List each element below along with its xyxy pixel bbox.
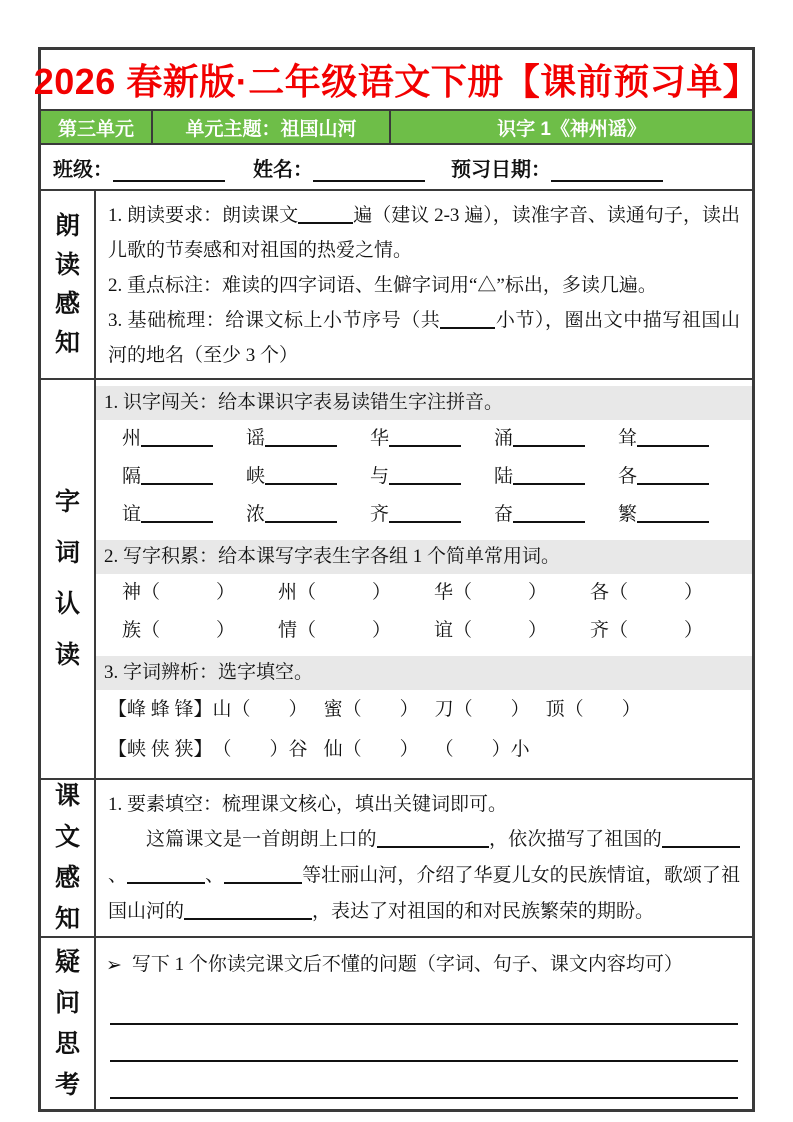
unit-bar (41, 111, 752, 145)
fill-blank (184, 901, 312, 920)
fill-blank (513, 504, 585, 523)
word-cell: 各（ ） (590, 582, 704, 603)
fill-blank (662, 829, 740, 848)
section-label-words: 字 词 认 读 (41, 380, 96, 778)
fill-blank (141, 504, 213, 523)
pinyin-cell: 隔 (122, 458, 246, 496)
fill-blank (265, 504, 337, 523)
section-words (41, 380, 752, 780)
question-content (96, 938, 752, 1109)
fill-blank (513, 428, 585, 447)
choice-item: 刀（ ） (434, 699, 530, 720)
pinyin-cell: 齐 (370, 496, 494, 534)
answer-line (110, 1025, 738, 1062)
section-course (41, 780, 752, 938)
name-group (253, 153, 425, 182)
fill-blank (389, 428, 461, 447)
word-cell: 情（ ） (278, 620, 392, 641)
reading-item-1: 1. 朗读要求：朗读课文 遍（建议 2-3 遍），读准字音、读通句子，读出儿歌的节奏感和对祖国的热爱之情。 (108, 205, 740, 261)
pinyin-cell: 陆 (494, 458, 618, 496)
section-label-reading: 朗 读 感 知 (41, 191, 96, 378)
class-label: 班级： (53, 158, 113, 181)
word-row (96, 574, 752, 612)
words-content (96, 380, 752, 778)
name-label: 姓名： (253, 158, 313, 181)
class-blank (113, 159, 225, 182)
choice-item: 山（ ） (212, 699, 308, 720)
pinyin-cell: 繁 (618, 496, 742, 534)
word-row (96, 612, 752, 650)
course-task: 1. 要素填空：梳理课文核心，填出关键词即可。 (108, 794, 508, 815)
lesson-cell: 识字 1《神州谣》 (497, 118, 646, 140)
pinyin-cell: 华 (370, 420, 494, 458)
choice-item: （ ）谷 (212, 739, 308, 760)
fill-blank (224, 865, 302, 884)
reading-content (96, 191, 752, 378)
choice-item: 仙（ ） (323, 739, 419, 760)
fill-blank (637, 466, 709, 485)
pinyin-cell: 谊 (122, 496, 246, 534)
fill-blank (637, 428, 709, 447)
pinyin-cell: 谣 (246, 420, 370, 458)
pinyin-row (96, 420, 752, 458)
reading-item-2: 2. 重点标注：难读的四字词语、生僻字词用“△”标出，多读几遍。 (108, 275, 657, 296)
answer-line (110, 988, 738, 1025)
section-question (41, 938, 752, 1109)
word-cell: 华（ ） (434, 582, 548, 603)
page-title: 2026 春新版·二年级语文下册【课前预习单】 (33, 61, 760, 102)
choice-item: 顶（ ） (545, 699, 641, 720)
unit-cell: 第三单元 (41, 111, 153, 143)
unit-theme-cell: 单元主题：祖国山河 (153, 111, 391, 143)
pinyin-row (96, 496, 752, 534)
fill-blank (141, 466, 213, 485)
choice-item: （ ）小 (434, 739, 530, 760)
answer-line (110, 1062, 738, 1099)
class-group (53, 153, 225, 182)
section-reading (41, 191, 752, 380)
choice-options: 【峡 侠 狭】 (108, 739, 213, 760)
fill-blank (440, 310, 495, 329)
course-content (96, 780, 752, 936)
pinyin-cell: 奋 (494, 496, 618, 534)
pinyin-cell: 耸 (618, 420, 742, 458)
pinyin-cell: 涌 (494, 420, 618, 458)
pinyin-row (96, 458, 752, 496)
word-cell: 州（ ） (278, 582, 392, 603)
choice-options: 【峰 蜂 锋】 (108, 699, 213, 720)
pinyin-cell: 浓 (246, 496, 370, 534)
choice-item: 蜜（ ） (323, 699, 419, 720)
fill-blank (265, 466, 337, 485)
task-bar-choose: 3. 字词辨析：选字填空。 (96, 656, 752, 690)
pinyin-cell: 州 (122, 420, 246, 458)
pinyin-cell: 峡 (246, 458, 370, 496)
date-blank (551, 159, 663, 182)
choice-row (96, 730, 752, 770)
choice-row (96, 690, 752, 730)
word-cell: 族（ ） (122, 620, 236, 641)
arrow-bullet-icon: ➢ (106, 954, 122, 976)
fill-blank (141, 428, 213, 447)
name-blank (313, 159, 425, 182)
worksheet (33, 47, 760, 1112)
reading-item-3: 3. 基础梳理：给课文标上小节序号（共 小节），圈出文中描写祖国山河的地名（至少 3 个） (108, 310, 740, 366)
section-label-question: 疑 问 思 考 (41, 938, 96, 1109)
info-row (41, 145, 752, 191)
fill-blank (265, 428, 337, 447)
fill-blank (389, 504, 461, 523)
task-bar-write: 2. 写字积累：给本课写字表生字各组 1 个简单常用词。 (96, 540, 752, 574)
fill-blank (127, 865, 205, 884)
date-label: 预习日期： (451, 158, 551, 181)
section-label-course: 课 文 感 知 (41, 780, 96, 936)
question-prompt-text: 写下 1 个你读完课文后不懂的问题（字词、句子、课文内容均可） (131, 954, 683, 975)
title-row (33, 50, 760, 111)
word-cell: 谊（ ） (434, 620, 548, 641)
fill-blank (513, 466, 585, 485)
question-prompt (106, 946, 738, 984)
fill-blank (637, 504, 709, 523)
fill-blank (389, 466, 461, 485)
word-cell: 齐（ ） (590, 620, 704, 641)
pinyin-cell: 与 (370, 458, 494, 496)
word-cell: 神（ ） (122, 582, 236, 603)
fill-blank (377, 829, 489, 848)
date-group (451, 153, 663, 182)
task-bar-pinyin: 1. 识字闯关：给本课识字表易读错生字注拼音。 (96, 386, 752, 420)
pinyin-cell: 各 (618, 458, 742, 496)
fill-blank (298, 205, 353, 224)
course-paragraph: 这篇课文是一首朗朗上口的 ，依次描写了祖国的、 、 等壮丽山河，介绍了华夏儿女的民族情谊，歌颂了祖国山河的 ，表达了对祖国的和对民族繁荣的期盼。 (108, 829, 740, 922)
